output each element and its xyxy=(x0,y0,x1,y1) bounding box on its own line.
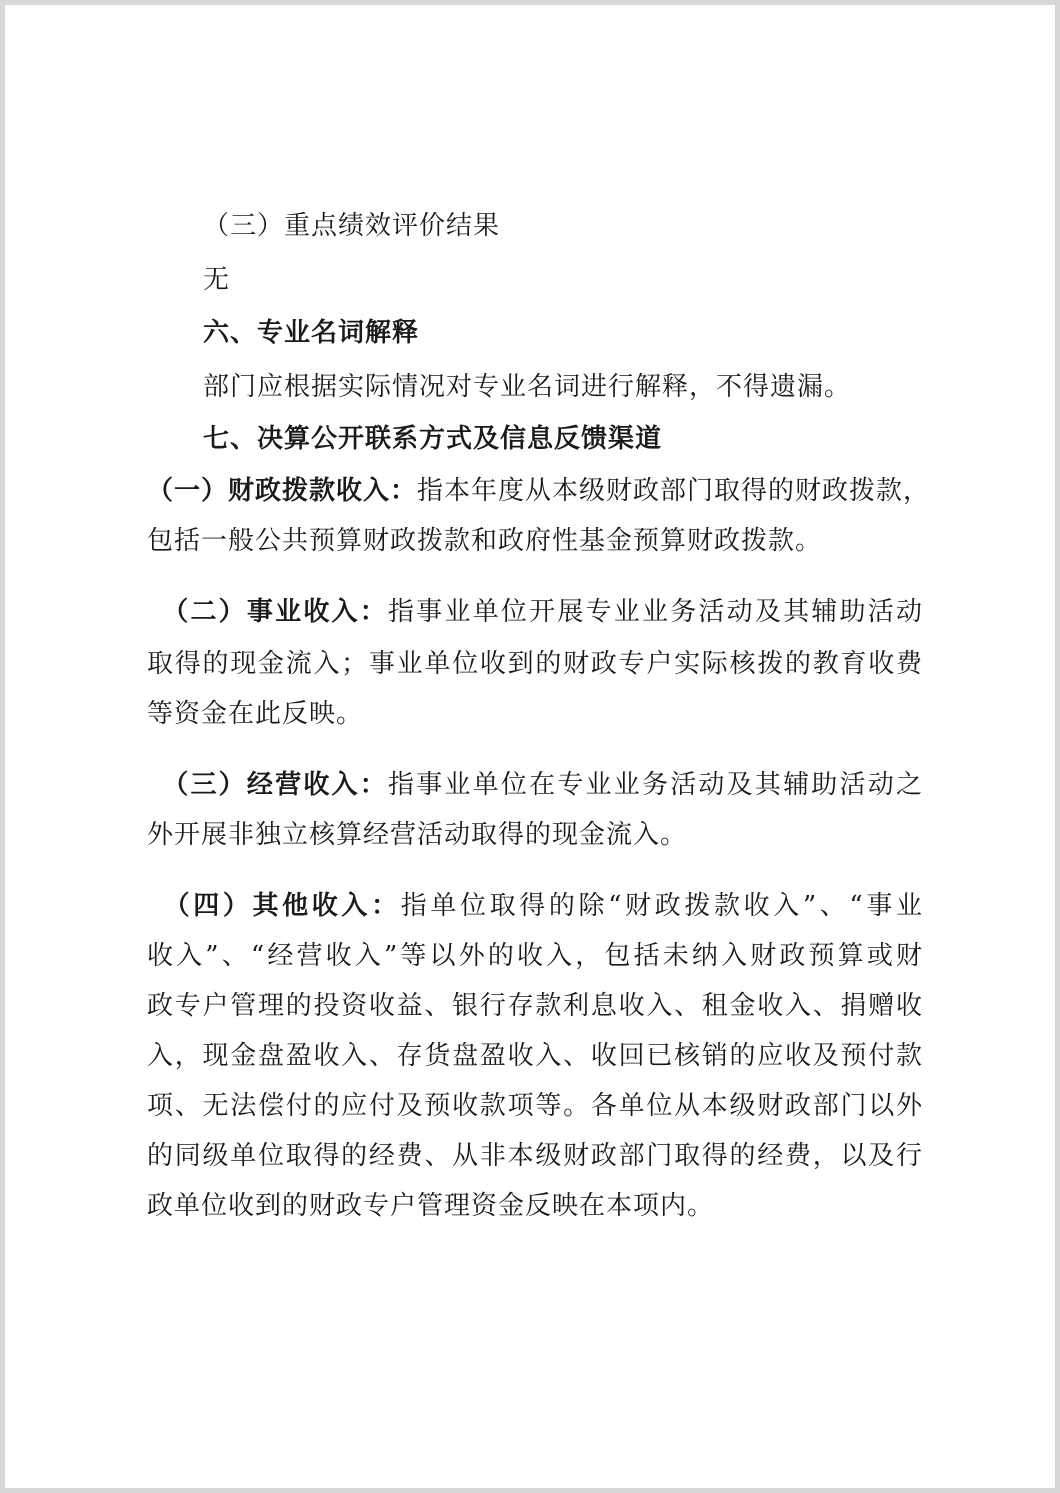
item3-line2: 外开展非独立核算经营活动取得的现金流入。 xyxy=(147,820,688,850)
section3-body: 无 xyxy=(203,265,231,295)
section6-heading: 六、专业名词解释 xyxy=(203,318,420,348)
section6-body: 部门应根据实际情况对专业名词进行解释，不得遗漏。 xyxy=(203,372,852,402)
item1-line2: 包括一般公共预算财政拨款和政府性基金预算财政拨款。 xyxy=(147,526,823,556)
section7-heading: 七、决算公开联系方式及信息反馈渠道 xyxy=(203,424,663,454)
item1-text: 指本年度从本级财政部门取得的财政拨款， xyxy=(417,476,931,506)
item1-line1 xyxy=(147,476,931,506)
item3-term: （三）经营收入： xyxy=(175,770,388,800)
item2-term: （二）事业收入： xyxy=(175,597,388,627)
item4-text: 指单位取得的除“财政拨款收入”、“事业 xyxy=(400,891,923,921)
item2-line3: 等资金在此反映。 xyxy=(147,699,364,729)
item3-line1 xyxy=(147,770,923,800)
item4-line7: 政单位收到的财政专户管理资金反映在本项内。 xyxy=(147,1191,715,1221)
item4-line5: 项、无法偿付的应付及预收款项等。各单位从本级财政部门以外 xyxy=(147,1091,923,1121)
item4-line4: 入，现金盘盈收入、存货盘盈收入、收回已核销的应收及预付款 xyxy=(147,1041,923,1071)
item1-term: （一）财政拨款收入： xyxy=(147,476,418,506)
item4-line1 xyxy=(147,891,923,921)
item4-line3: 政专户管理的投资收益、银行存款利息收入、租金收入、捐赠收 xyxy=(147,991,923,1021)
item4-line6: 的同级单位取得的经费、从非本级财政部门取得的经费，以及行 xyxy=(147,1141,923,1171)
item2-line1 xyxy=(147,597,923,627)
item3-text: 指事业单位在专业业务活动及其辅助活动之 xyxy=(388,770,923,800)
section3-heading: （三）重点绩效评价结果 xyxy=(203,211,501,241)
item4-term: （四）其他收入： xyxy=(176,891,401,921)
item4-line2: 收入”、“经营收入”等以外的收入，包括未纳入财政预算或财 xyxy=(147,941,923,971)
item2-text: 指事业单位开展专业业务活动及其辅助活动 xyxy=(388,597,923,627)
item2-line2: 取得的现金流入；事业单位收到的财政专户实际核拨的教育收费 xyxy=(147,649,923,679)
